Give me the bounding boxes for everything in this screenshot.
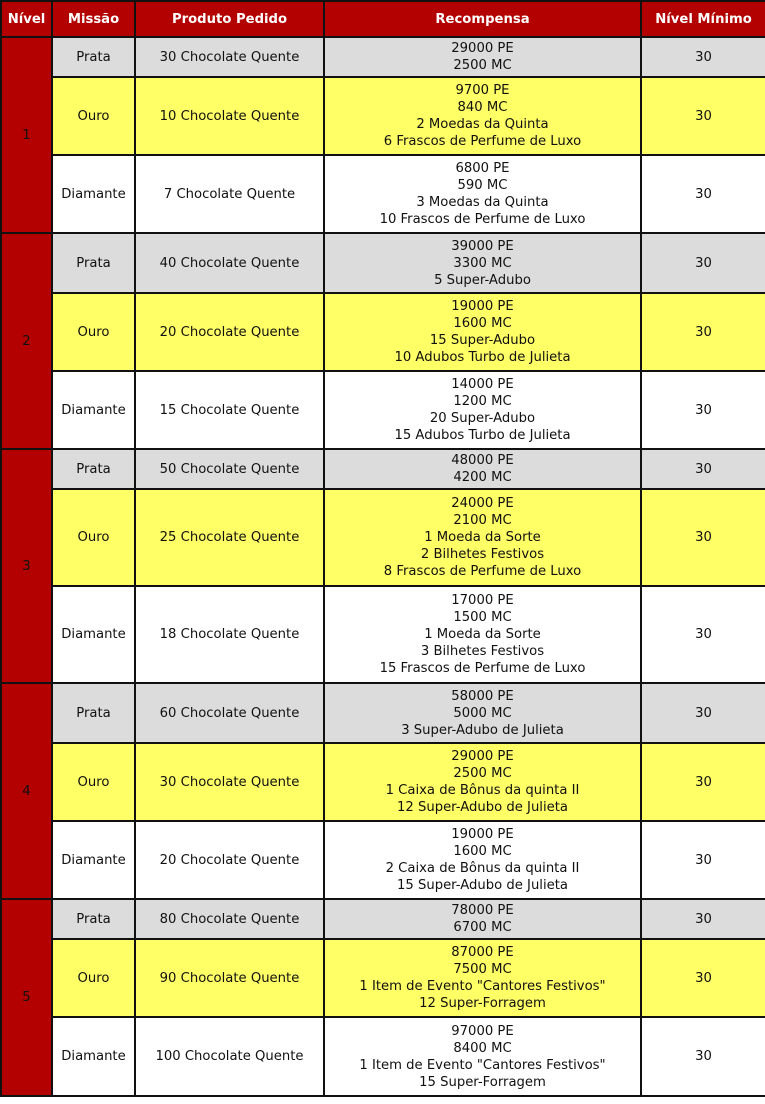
table-row [1, 683, 765, 743]
reward-line: 8 Frascos de Perfume de Luxo [383, 564, 582, 579]
mission-cell: Ouro [52, 489, 135, 586]
table-row [1, 743, 765, 821]
table-row [1, 37, 765, 77]
mission-cell: Ouro [52, 77, 135, 155]
reward-cell [324, 586, 641, 683]
reward-line: 6700 MC [453, 920, 512, 935]
product-cell: 90 Chocolate Quente [135, 939, 324, 1017]
reward-line: 15 Frascos de Perfume de Luxo [379, 661, 586, 676]
table-row [1, 233, 765, 293]
reward-cell [324, 371, 641, 449]
min-level-cell: 30 [641, 233, 765, 293]
min-level-cell: 30 [641, 371, 765, 449]
reward-line: 12 Super-Forragem [419, 996, 546, 1011]
product-cell: 40 Chocolate Quente [135, 233, 324, 293]
reward-line: 5 Super-Adubo [434, 272, 531, 288]
reward-cell [324, 449, 641, 489]
product-cell: 60 Chocolate Quente [135, 683, 324, 743]
level-cell: 1 [1, 37, 52, 233]
reward-line: 24000 PE [451, 496, 514, 511]
table-row [1, 1017, 765, 1096]
reward-line: 1200 MC [453, 394, 512, 409]
reward-line: 4200 MC [453, 470, 512, 485]
reward-cell [324, 899, 641, 939]
mission-cell: Diamante [52, 1017, 135, 1096]
mission-cell: Diamante [52, 821, 135, 899]
reward-line: 14000 PE [451, 377, 514, 392]
reward-cell [324, 233, 641, 293]
mission-cell: Ouro [52, 293, 135, 371]
reward-line: 19000 PE [451, 299, 514, 314]
product-cell: 10 Chocolate Quente [135, 77, 324, 155]
reward-line: 17000 PE [451, 593, 514, 608]
mission-cell: Diamante [52, 371, 135, 449]
reward-line: 1 Item de Evento "Cantores Festivos" [359, 1057, 606, 1073]
reward-line: 15 Adubos Turbo de Julieta [394, 428, 571, 443]
level-cell: 5 [1, 899, 52, 1096]
mission-cell: Prata [52, 233, 135, 293]
reward-line: 590 MC [457, 178, 508, 193]
reward-line: 7500 MC [453, 962, 512, 977]
reward-line: 1500 MC [453, 610, 512, 625]
header-missao: Missão [52, 1, 135, 37]
reward-line: 2500 MC [453, 766, 512, 781]
header-recompensa: Recompensa [324, 1, 641, 37]
reward-line: 2 Bilhetes Festivos [420, 547, 545, 562]
reward-cell [324, 683, 641, 743]
header-row [1, 1, 765, 37]
table-row [1, 821, 765, 899]
min-level-cell: 30 [641, 293, 765, 371]
mission-cell: Prata [52, 899, 135, 939]
reward-line: 2 Caixa de Bônus da quinta II [385, 861, 580, 876]
min-level-cell: 30 [641, 683, 765, 743]
table-row [1, 371, 765, 449]
table-row [1, 77, 765, 155]
reward-line: 10 Adubos Turbo de Julieta [394, 350, 571, 365]
quest-table-body [1, 37, 765, 1096]
reward-line: 1600 MC [453, 316, 512, 331]
table-row [1, 155, 765, 233]
reward-line: 97000 PE [451, 1023, 514, 1039]
reward-line: 3 Bilhetes Festivos [420, 644, 545, 659]
level-cell: 2 [1, 233, 52, 449]
reward-line: 1 Moeda da Sorte [424, 530, 541, 545]
product-cell: 30 Chocolate Quente [135, 743, 324, 821]
reward-line: 9700 PE [455, 83, 510, 98]
header-produto-pedido: Produto Pedido [135, 1, 324, 37]
mission-cell: Ouro [52, 743, 135, 821]
table-row [1, 899, 765, 939]
product-cell: 25 Chocolate Quente [135, 489, 324, 586]
reward-line: 3 Super-Adubo de Julieta [401, 722, 564, 738]
reward-line: 10 Frascos de Perfume de Luxo [379, 212, 586, 227]
min-level-cell: 30 [641, 743, 765, 821]
header-nivel-minimo: Nível Mínimo [641, 1, 765, 37]
reward-line: 1 Caixa de Bônus da quinta II [385, 783, 580, 798]
min-level-cell: 30 [641, 155, 765, 233]
min-level-cell: 30 [641, 77, 765, 155]
product-cell: 20 Chocolate Quente [135, 821, 324, 899]
product-cell: 30 Chocolate Quente [135, 37, 324, 77]
reward-line: 2500 MC [453, 58, 512, 73]
mission-cell: Diamante [52, 155, 135, 233]
reward-cell [324, 939, 641, 1017]
product-cell: 18 Chocolate Quente [135, 586, 324, 683]
product-cell: 100 Chocolate Quente [135, 1017, 324, 1096]
table-row [1, 489, 765, 586]
reward-line: 58000 PE [451, 688, 514, 704]
reward-line: 1 Item de Evento "Cantores Festivos" [359, 979, 606, 994]
min-level-cell: 30 [641, 821, 765, 899]
reward-line: 2100 MC [453, 513, 512, 528]
reward-line: 15 Super-Adubo [429, 333, 536, 348]
reward-cell [324, 293, 641, 371]
product-cell: 80 Chocolate Quente [135, 899, 324, 939]
reward-line: 19000 PE [451, 827, 514, 842]
reward-cell [324, 77, 641, 155]
reward-line: 12 Super-Adubo de Julieta [397, 800, 568, 815]
reward-line: 29000 PE [451, 41, 514, 56]
reward-cell [324, 821, 641, 899]
min-level-cell: 30 [641, 489, 765, 586]
table-row [1, 586, 765, 683]
reward-line: 3 Moedas da Quinta [416, 195, 549, 210]
reward-line: 8400 MC [453, 1040, 512, 1056]
mission-cell: Prata [52, 37, 135, 77]
min-level-cell: 30 [641, 37, 765, 77]
reward-line: 1 Moeda da Sorte [424, 627, 541, 642]
reward-line: 78000 PE [451, 903, 514, 918]
reward-line: 29000 PE [451, 749, 514, 764]
mission-cell: Prata [52, 683, 135, 743]
mission-cell: Diamante [52, 586, 135, 683]
reward-cell [324, 1017, 641, 1096]
min-level-cell: 30 [641, 899, 765, 939]
min-level-cell: 30 [641, 1017, 765, 1096]
reward-line: 87000 PE [451, 945, 514, 960]
reward-cell [324, 37, 641, 77]
product-cell: 15 Chocolate Quente [135, 371, 324, 449]
reward-line: 1600 MC [453, 844, 512, 859]
reward-line: 15 Super-Forragem [419, 1074, 546, 1090]
reward-line: 840 MC [457, 100, 508, 115]
reward-line: 2 Moedas da Quinta [416, 117, 549, 132]
reward-line: 39000 PE [451, 238, 514, 254]
min-level-cell: 30 [641, 939, 765, 1017]
table-row [1, 939, 765, 1017]
reward-cell [324, 489, 641, 586]
reward-line: 6 Frascos de Perfume de Luxo [383, 134, 582, 149]
mission-cell: Ouro [52, 939, 135, 1017]
min-level-cell: 30 [641, 449, 765, 489]
reward-line: 15 Super-Adubo de Julieta [397, 878, 568, 893]
level-cell: 4 [1, 683, 52, 899]
reward-line: 20 Super-Adubo [429, 411, 536, 426]
reward-line: 5000 MC [453, 705, 512, 721]
min-level-cell: 30 [641, 586, 765, 683]
reward-line: 3300 MC [453, 255, 512, 271]
product-cell: 7 Chocolate Quente [135, 155, 324, 233]
reward-line: 48000 PE [451, 453, 514, 468]
reward-cell [324, 743, 641, 821]
level-cell: 3 [1, 449, 52, 683]
table-row [1, 293, 765, 371]
table-row [1, 449, 765, 489]
product-cell: 50 Chocolate Quente [135, 449, 324, 489]
header-nivel: Nível [1, 1, 52, 37]
reward-line: 6800 PE [455, 161, 510, 176]
mission-cell: Prata [52, 449, 135, 489]
reward-cell [324, 155, 641, 233]
product-cell: 20 Chocolate Quente [135, 293, 324, 371]
